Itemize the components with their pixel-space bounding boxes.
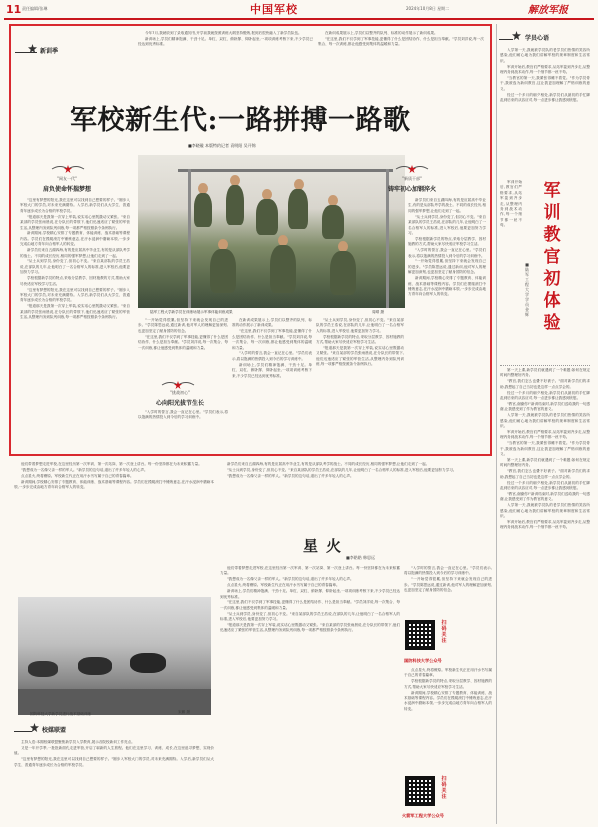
photo-credit: 周晴 摄 (372, 310, 384, 314)
center-right-column-text: "从士兵到学员,身份变了,但初心不变。"来自某部队的学员王浩说,在部队的几年,让他明白了一名合格军人的标准,进入军校后,他要更加努力学习。 学校根据新学员的特点,采取分层教学、因材施教的方式,帮助大家尽快适应军校学习生活。 "报道那天是我第一次穿上军装,说实话心里既激动又紧张。"来自某部的学员张雨晨说,在分队长的带领下,他们迅速适应了紧张的军营生活,从整理内务到队列训练,每一项都严格按照条令条例执行。 (316, 318, 404, 367)
photo-caption: 陆军工程大学新学员在训练场展示军事体能训练成果 (150, 310, 233, 314)
column-divider (496, 24, 497, 824)
lower-right-text-2: 点点星火,终将燎原。军校新生代正在用汗水书写属于自己的青春篇章。 学校根据新学员的特点,采取分层教学、因材施教的方式,帮助大家尽快适应军校学习生活。 新训期间,学校精心安排了专题教育、体能训练、战术基础等课程内容。学员们在摸爬滚打中锤炼意志,在汗水浸润中磨砺本领,一步步完成由地方青年向合格军人的转变。 (404, 668, 492, 711)
tag-rule (499, 39, 513, 40)
qr-code-icon[interactable] (405, 620, 435, 650)
right-subhead: 铸牢初心加钢淬火 (387, 186, 436, 193)
qr-caption: 火箭军工程大学公众号 (402, 813, 444, 818)
dotted-divider (500, 365, 590, 366)
right-subhead-tag: "新质干部" (402, 176, 422, 181)
qr-side-label: 扫码关注 (441, 776, 447, 800)
center-column-text: 在新训成果展示上,学员们以整齐的队列、标准的动作展示了新训成果。 "在这里,我们不仅学到了军事技能,更懂得了什么是团结协作、什么是担当奉献。"学员刘洋说,每一次集合、每一次训练,都让他感受到集体的温暖和力量。 "入学时的誓言,我会一直记在心里。"学员们表示,将以饱满的热情投入到今后的学习训练中。 新训场上,学员们精神饱满、干劲十足。单杠、双杠、俯卧撑、仰卧起坐,一项项训练考核下来,不少学员已经达到优秀标准。 (232, 318, 312, 378)
lower-left-text: 他们带着梦想走进军校,在这里经历第一次军训、第一次站岗、第一次登上讲台。每一份坚持都在为未来积蓄力量。 "我想成为一名像父亲一样的军人。"新学员的这句话,道出了许多年轻人的心声。 点点星火,终将燎原。军校新生代正在用汗水书写属于自己的青春篇章。 新训期间,学校精心安排了专题教育、体能训练、战术基础等课程内容。学员们在摸爬滚打中锤炼意志,在汗水浸润中磨砺本领,一步步完成由地方青年向合格军人的转变。 (14, 462, 214, 490)
page-editor: 责任编辑/张琳 (22, 6, 48, 11)
newspaper-logo: 解放军报 (528, 5, 568, 16)
middle-subhead: 心向阳光拔节生长 (155, 400, 204, 407)
header-rule (4, 18, 594, 20)
lower-right-text: "入学时的誓言,我会一直记在心里。"学员们表示,将以饱满的热情投入到今后的学习训练中。 "一开始觉得很累,但坚持下来就会发现自己的进步。"学员陈思远说,通过新训,他对军人的理解更加深刻,也更加坚定了献身国防的信念。 (404, 566, 492, 593)
middle-column-text-lower: "入学时的誓言,我会一直记在心里。"学员们表示,将以饱满的热情投入到今后的学习训练中。 (138, 410, 228, 420)
tag-rule (15, 52, 37, 53)
right-column-byline: ■陆军工程大学学员 金辉 (525, 262, 529, 317)
wing-emblem-icon (394, 162, 430, 176)
training-photo-caption: 国防科技大学新学员进行战术基础训练 (30, 712, 92, 716)
training-photo-credit: 宋鹏 摄 (178, 710, 190, 714)
feature-tag: 新训季 (40, 48, 59, 55)
intro-text-right: 在新训成果展示上,学员们以整齐的队列、标准的动作展示了新训成果。 "在这里,我们不仅学到了军事技能,更懂得了什么是团结协作、什么是担当奉献。"学员刘洋说,每一次集合、每一次训练,都让他感受到集体的温暖和力量。 (318, 31, 484, 47)
left-subhead: 肩负使命怀揣梦想 (42, 186, 91, 193)
right-column-text-bottom: 第一天上课,新学员们就遇到了一个难题:如何在规定时间内整理好内务。 "教官,我们怎么也叠不好被子。"面对新学员们的求助,我想起了自己当初也是这样一点点学会的。 经过一个多月的朝夕相处,新学员们从最初的手忙脚乱到后来的从容应对,每一点进步都让我感到欣慰。 "教官,谢谢你!"新训结束时,新学员们送给我的一句感谢,让我感受到了作为教官的意义。 入学第一天,我就被学员队的老学员们热情的笑容所感染,他们耐心地为我们讲解军校的规章制度和生活常识。 军训开始后,教官们严格要求,从站军姿到齐步走,从整理内务到战术动作,每一个细节都一丝不苟。 "当教官的第一天,我紧张得睡不着觉。"作为学员骨干,我被选为新训教官,这让我更加理解了严格训练的意义。 第一天上课,新学员们就遇到了一个难题:如何在规定时间内整理好内务。 "教官,我们怎么也叠不好被子。"面对新学员们的求助,我想起了自己当初也是这样一点点学会的。 经过一个多月的朝夕相处,新学员们从最初的手忙脚乱到后来的从容应对,每一点进步都让我感到欣慰。 "教官,谢谢你!"新训结束时,新学员们送给我的一句感谢,让我感受到了作为教官的意义。 入学第一天,我就被学员队的老学员们热情的笑容所感染,他们耐心地为我们讲解军校的规章制度和生活常识。 军训开始后,教官们严格要求,从站军姿到齐步走,从整理内务到战术动作,每一个细节都一丝不苟。 (500, 368, 590, 530)
middle-subhead-tag: "挑战初心" (170, 390, 190, 395)
left-column-text: "这里有梦想的阳光,我在这里可以找到自己想要的样子。"刚步入军校大门的学员,对未来充满期待。入学后,新学员们从大学生、普通青年逐步成长为合格的军校学员。 "报道那天是我第一次穿上军装,说实话心里既激动又紧张。"来自某部的学员张雨晨说,在分队长的带领下,他们迅速适应了紧张的军营生活,从整理内务到队列训练,每一项都严格按照条令条例执行。 新训期间,学校精心安排了专题教育、体能训练、战术基础等课程内容。学员们在摸爬滚打中锤炼意志,在汗水浸润中磨砺本领,一步步完成由地方青年向合格军人的转变。 新学员们来自五湖四海,有的是应届高中毕业生,有的是从部队考学的战士。不同的成长经历,相同的强军梦想,让他们走到了一起。 "从士兵到学员,身份变了,但初心不变。"来自某部队的学员王浩说,在部队的几年,让他明白了一名合格军人的标准,进入军校后,他要更加努力学习。 学校根据新学员的特点,采取分层教学、因材施教的方式,帮助大家尽快适应军校学习生活。 "这里有梦想的阳光,我在这里可以找到自己想要的样子。"刚步入军校大门的学员,对未来充满期待。入学后,新学员们从大学生、普通青年逐步成长为合格的军校学员。 "报道那天是我第一次穿上军装,说实话心里既激动又紧张。"来自某部的学员张雨晨说,在分队长的带领下,他们迅速适应了紧张的军营生活,从整理内务到队列训练,每一项都严格按照条令条例执行。 (20, 198, 130, 320)
right-frame-text: 新学员们来自五湖四海,有的是应届高中毕业生,有的是从部队考学的战士。不同的成长经历,相同的强军梦想,让他们走到了一起。 "从士兵到学员,身份变了,但初心不变。"来自某部队的学员王浩说,在部队的几年,让他明白了一名合格军人的标准,进入军校后,他要更加努力学习。 学校根据新学员的特点,采取分层教学、因材施教的方式,帮助大家尽快适应军校学习生活。 "入学时的誓言,我会一直记在心里。"学员们表示,将以饱满的热情投入到今后的学习训练中。 "一开始觉得很累,但坚持下来就会发现自己的进步。"学员陈思远说,通过新训,他对军人的理解更加深刻,也更加坚定了献身国防的信念。 新训期间,学校精心安排了专题教育、体能训练、战术基础等课程内容。学员们在摸爬滚打中锤炼意志,在汗水浸润中磨砺本领,一步步完成由地方青年向合格军人的转变。 (408, 198, 486, 297)
xinghuo-title: 星火 (303, 537, 350, 555)
issue-date: 2024年10月8日 星期二 (406, 6, 450, 11)
page-number: 11 (6, 3, 22, 16)
feature-byline: ■李晓璇 本版特约记者 袁明阳 吴开锦 (188, 143, 256, 148)
star-icon (512, 31, 521, 40)
right-column-tag: 学员心语 (525, 35, 550, 42)
feature-photo (138, 155, 405, 308)
qr-code-icon[interactable] (405, 776, 435, 806)
section-title: 中国军校 (250, 3, 298, 16)
training-photo (18, 597, 211, 715)
right-column-text-side: 军训开始后,教官们严格要求,从站军姿到齐步走,从整理内务到战术动作,每一个细节都一丝不苟。 (500, 180, 522, 228)
tag-rule (14, 731, 32, 732)
middle-column-text: "一开始觉得很累,但坚持下来就会发现自己的进步。"学员陈思远说,通过新训,他对军人的理解更加深刻,也更加坚定了献身国防的信念。 "在这里,我们不仅学到了军事技能,更懂得了什么是团结协作、什么是担当奉献。"学员刘洋说,每一次集合、每一次训练,都让他感受到集体的温暖和力量。 (138, 318, 228, 350)
xinghuo-text: 他们带着梦想走进军校,在这里经历第一次军训、第一次站岗、第一次登上讲台。每一份坚持都在为未来积蓄力量。 "我想成为一名像父亲一样的军人。"新学员的这句话,道出了许多年轻人的心声。 点点星火,终将燎原。军校新生代正在用汗水书写属于自己的青春篇章。 新训场上,学员们精神饱满、干劲十足。单杠、双杠、俯卧撑、仰卧起坐,一项项训练考核下来,不少学员已经达到优秀标准。 "在这里,我们不仅学到了军事技能,更懂得了什么是团结协作、什么是担当奉献。"学员刘洋说,每一次集合、每一次训练,都让他感受到集体的温暖和力量。 "从士兵到学员,身份变了,但初心不变。"来自某部队的学员王浩说,在部队的几年,让他明白了一名合格军人的标准,进入军校后,他要更加努力学习。 "报道那天是我第一次穿上军装,说实话心里既激动又紧张。"来自某部的学员张雨晨说,在分队长的带领下,他们迅速适应了紧张的军营生活,从整理内务到队列训练,每一项都严格按照条令条例执行。 (220, 566, 400, 633)
lower-middle-text: 新学员们来自五湖四海,有的是应届高中毕业生,有的是从部队考学的战士。不同的成长经历,相同的强军梦想,让他们走到了一起。 "从士兵到学员,身份变了,但初心不变。"来自某部队的学员王浩说,在部队的几年,让他明白了一名合格军人的标准,进入军校后,他要更加努力学习。 "我想成为一名像父亲一样的军人。"新学员的这句话,道出了许多年轻人的心声。 (227, 462, 457, 478)
qr-side-label: 扫码关注 (441, 620, 447, 644)
qr-caption: 国防科技大学公众号 (404, 658, 442, 663)
school-alliance-text: 主持人语:本期校媒联盟聚焦新学员入学教育,展示各院校新训工作亮点。 又是一年开学季,一批批新面孔走进军营,开启了崭新的人生旅程。他们在这里学习、训练、成长,在这里追寻梦想、实现价值。 "这里有梦想的阳光,我在这里可以找到自己想要的样子。"刚步入军校大门的学员,对未来充满期待。入学后,新学员们从大学生、普通青年逐步成长为合格的军校学员。 (14, 740, 214, 767)
left-subhead-tag: "网友一代" (57, 176, 77, 181)
right-column-title: 军训教官初体验 (543, 181, 561, 333)
right-column-text-top: 入学第一天,我就被学员队的老学员们热情的笑容所感染,他们耐心地为我们讲解军校的规章制度和生活常识。 军训开始后,教官们严格要求,从站军姿到齐步走,从整理内务到战术动作,每一个细节都一丝不苟。 "当教官的第一天,我紧张得睡不着觉。"作为学员骨干,我被选为新训教官,这让我更加理解了严格训练的意义。 经过一个多月的朝夕相处,新学员们从最初的手忙脚乱到后来的从容应对,每一点进步都让我感到欣慰。 (500, 48, 590, 103)
intro-text: 今年7月,我就收到了录取通知书,开学前我就按照训练大纲坚持锻炼,报到后很快融入了新学员队伍。 新训场上,学员们精神饱满、干劲十足。单杠、双杠、俯卧撑、仰卧起坐,一项项训练考核下来,不少学员已经达到优秀标准。 (138, 31, 313, 47)
xinghuo-byline: ■李皓皓 韩思远 (346, 555, 376, 560)
wing-emblem-icon (50, 162, 86, 176)
feature-title: 军校新生代:一路拼搏一路歌 (70, 105, 411, 136)
school-alliance-tag: 校媒联盟 (42, 727, 67, 734)
